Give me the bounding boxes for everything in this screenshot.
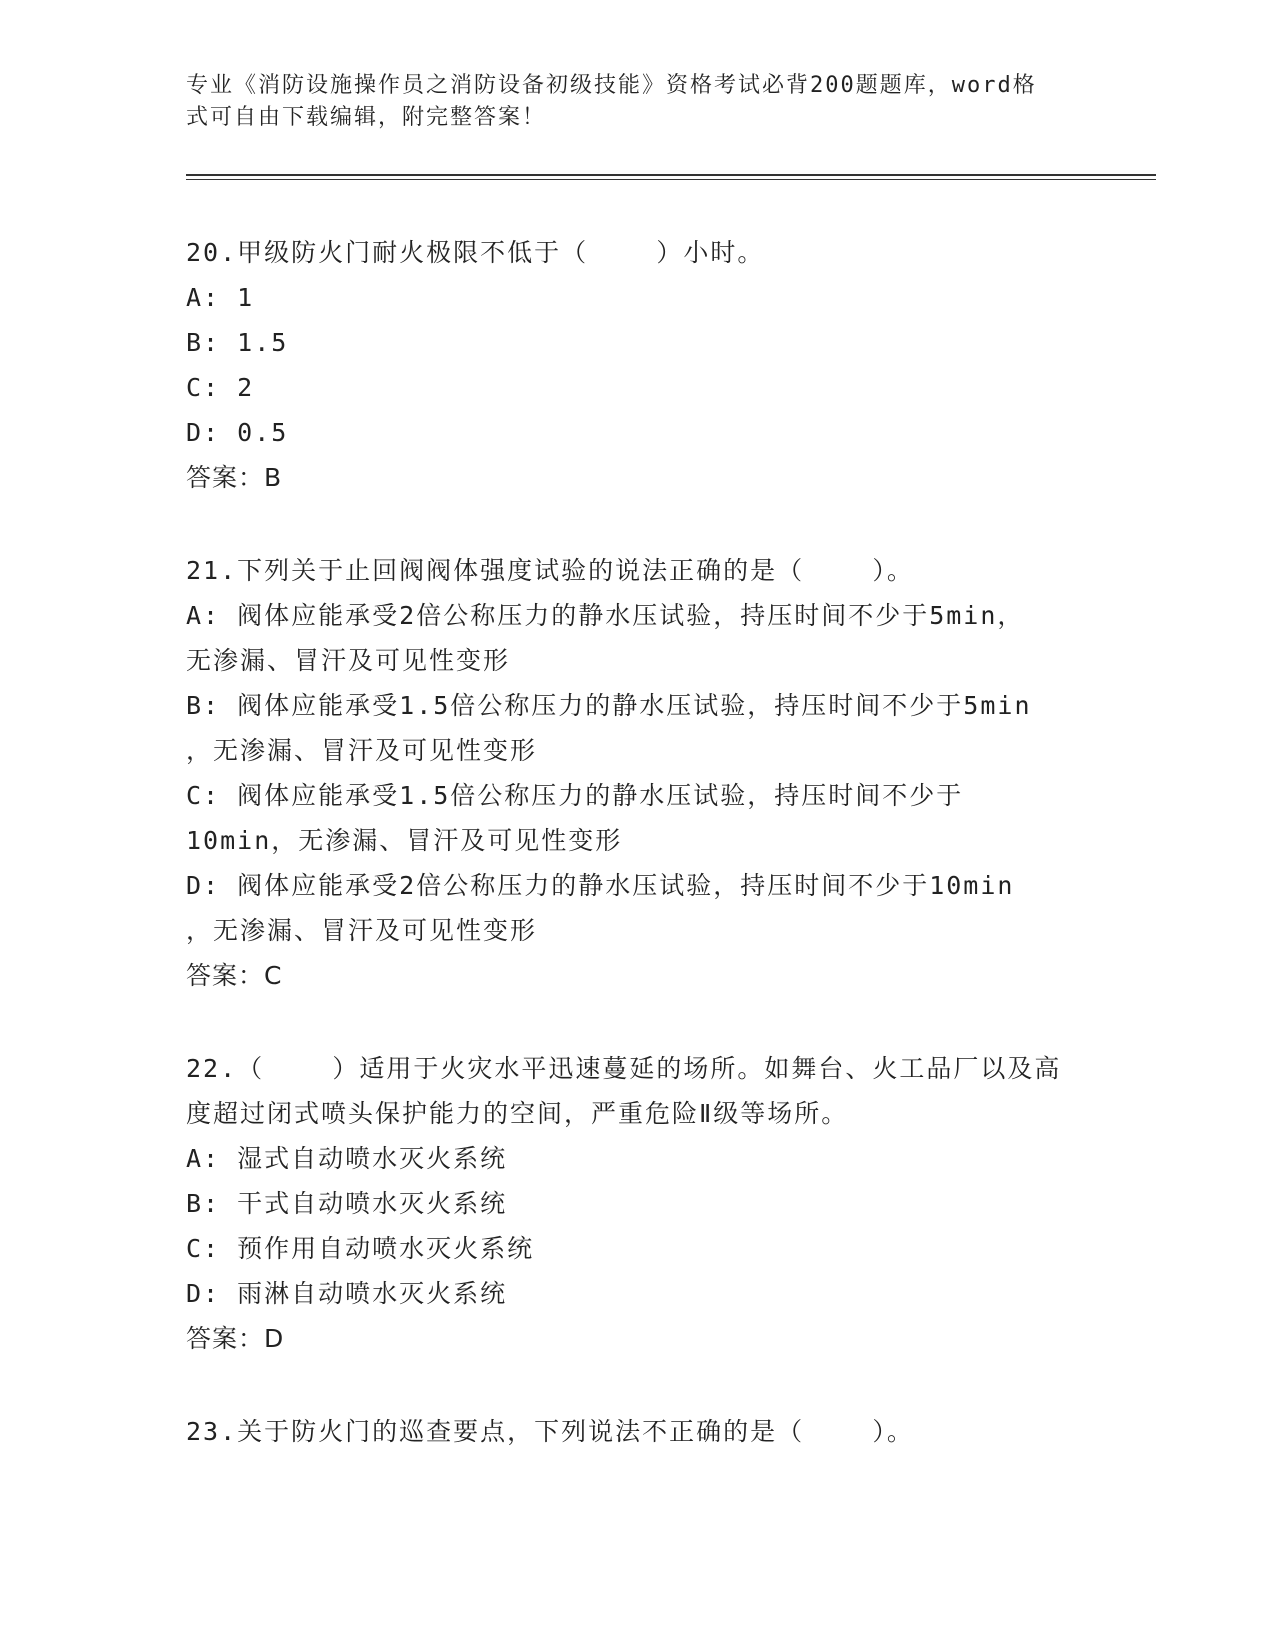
- header-line-2: 式可自由下载编辑，附完整答案！: [186, 105, 547, 130]
- option-c-line-2: 10min，无渗漏、冒汗及可见性变形: [186, 826, 623, 855]
- answer-label: 答案：B: [186, 463, 283, 492]
- answer-label: 答案：C: [186, 961, 283, 990]
- question-23: [186, 1409, 1156, 1454]
- header-line-1: 专业《消防设施操作员之消防设备初级技能》资格考试必背200题题库，word格: [186, 73, 1037, 98]
- option-b: B: 1.5: [186, 328, 289, 357]
- question-stem: 23.关于防火门的巡查要点，下列说法不正确的是（ ）。: [186, 1417, 914, 1446]
- option-a-line-1: A: 阀体应能承受2倍公称压力的静水压试验，持压时间不少于5min，: [186, 601, 1025, 630]
- option-a: A: 1: [186, 283, 255, 312]
- answer-label: 答案：D: [186, 1324, 285, 1353]
- option-b-line-1: B: 阀体应能承受1.5倍公称压力的静水压试验，持压时间不少于5min: [186, 691, 1032, 720]
- option-d-line-2: ，无渗漏、冒汗及可见性变形: [186, 916, 538, 945]
- question-22: [186, 1046, 1156, 1361]
- question-21: [186, 548, 1156, 998]
- option-d: D: 雨淋自动喷水灭火系统: [186, 1279, 508, 1308]
- document-header: [186, 70, 1066, 134]
- option-d: D: 0.5: [186, 418, 289, 447]
- question-stem-line-2: 度超过闭式喷头保护能力的空间，严重危险Ⅱ级等场所。: [186, 1099, 849, 1128]
- question-list: [186, 230, 1156, 1454]
- option-b: B: 干式自动喷水灭火系统: [186, 1189, 508, 1218]
- option-c-line-1: C: 阀体应能承受1.5倍公称压力的静水压试验，持压时间不少于: [186, 781, 964, 810]
- question-20: [186, 230, 1156, 500]
- option-c: C: 预作用自动喷水灭火系统: [186, 1234, 535, 1263]
- question-stem: 21.下列关于止回阀阀体强度试验的说法正确的是（ ）。: [186, 556, 914, 585]
- header-divider: [186, 174, 1156, 180]
- document-page: [186, 70, 1156, 1454]
- question-stem: 20.甲级防火门耐火极限不低于（ ）小时。: [186, 238, 765, 267]
- option-a: A: 湿式自动喷水灭火系统: [186, 1144, 508, 1173]
- option-d-line-1: D: 阀体应能承受2倍公称压力的静水压试验，持压时间不少于10min: [186, 871, 1015, 900]
- question-stem-line-1: 22.（ ）适用于火灾水平迅速蔓延的场所。如舞台、火工品厂以及高: [186, 1054, 1062, 1083]
- option-b-line-2: ，无渗漏、冒汗及可见性变形: [186, 736, 538, 765]
- option-a-line-2: 无渗漏、冒汗及可见性变形: [186, 646, 511, 675]
- option-c: C: 2: [186, 373, 255, 402]
